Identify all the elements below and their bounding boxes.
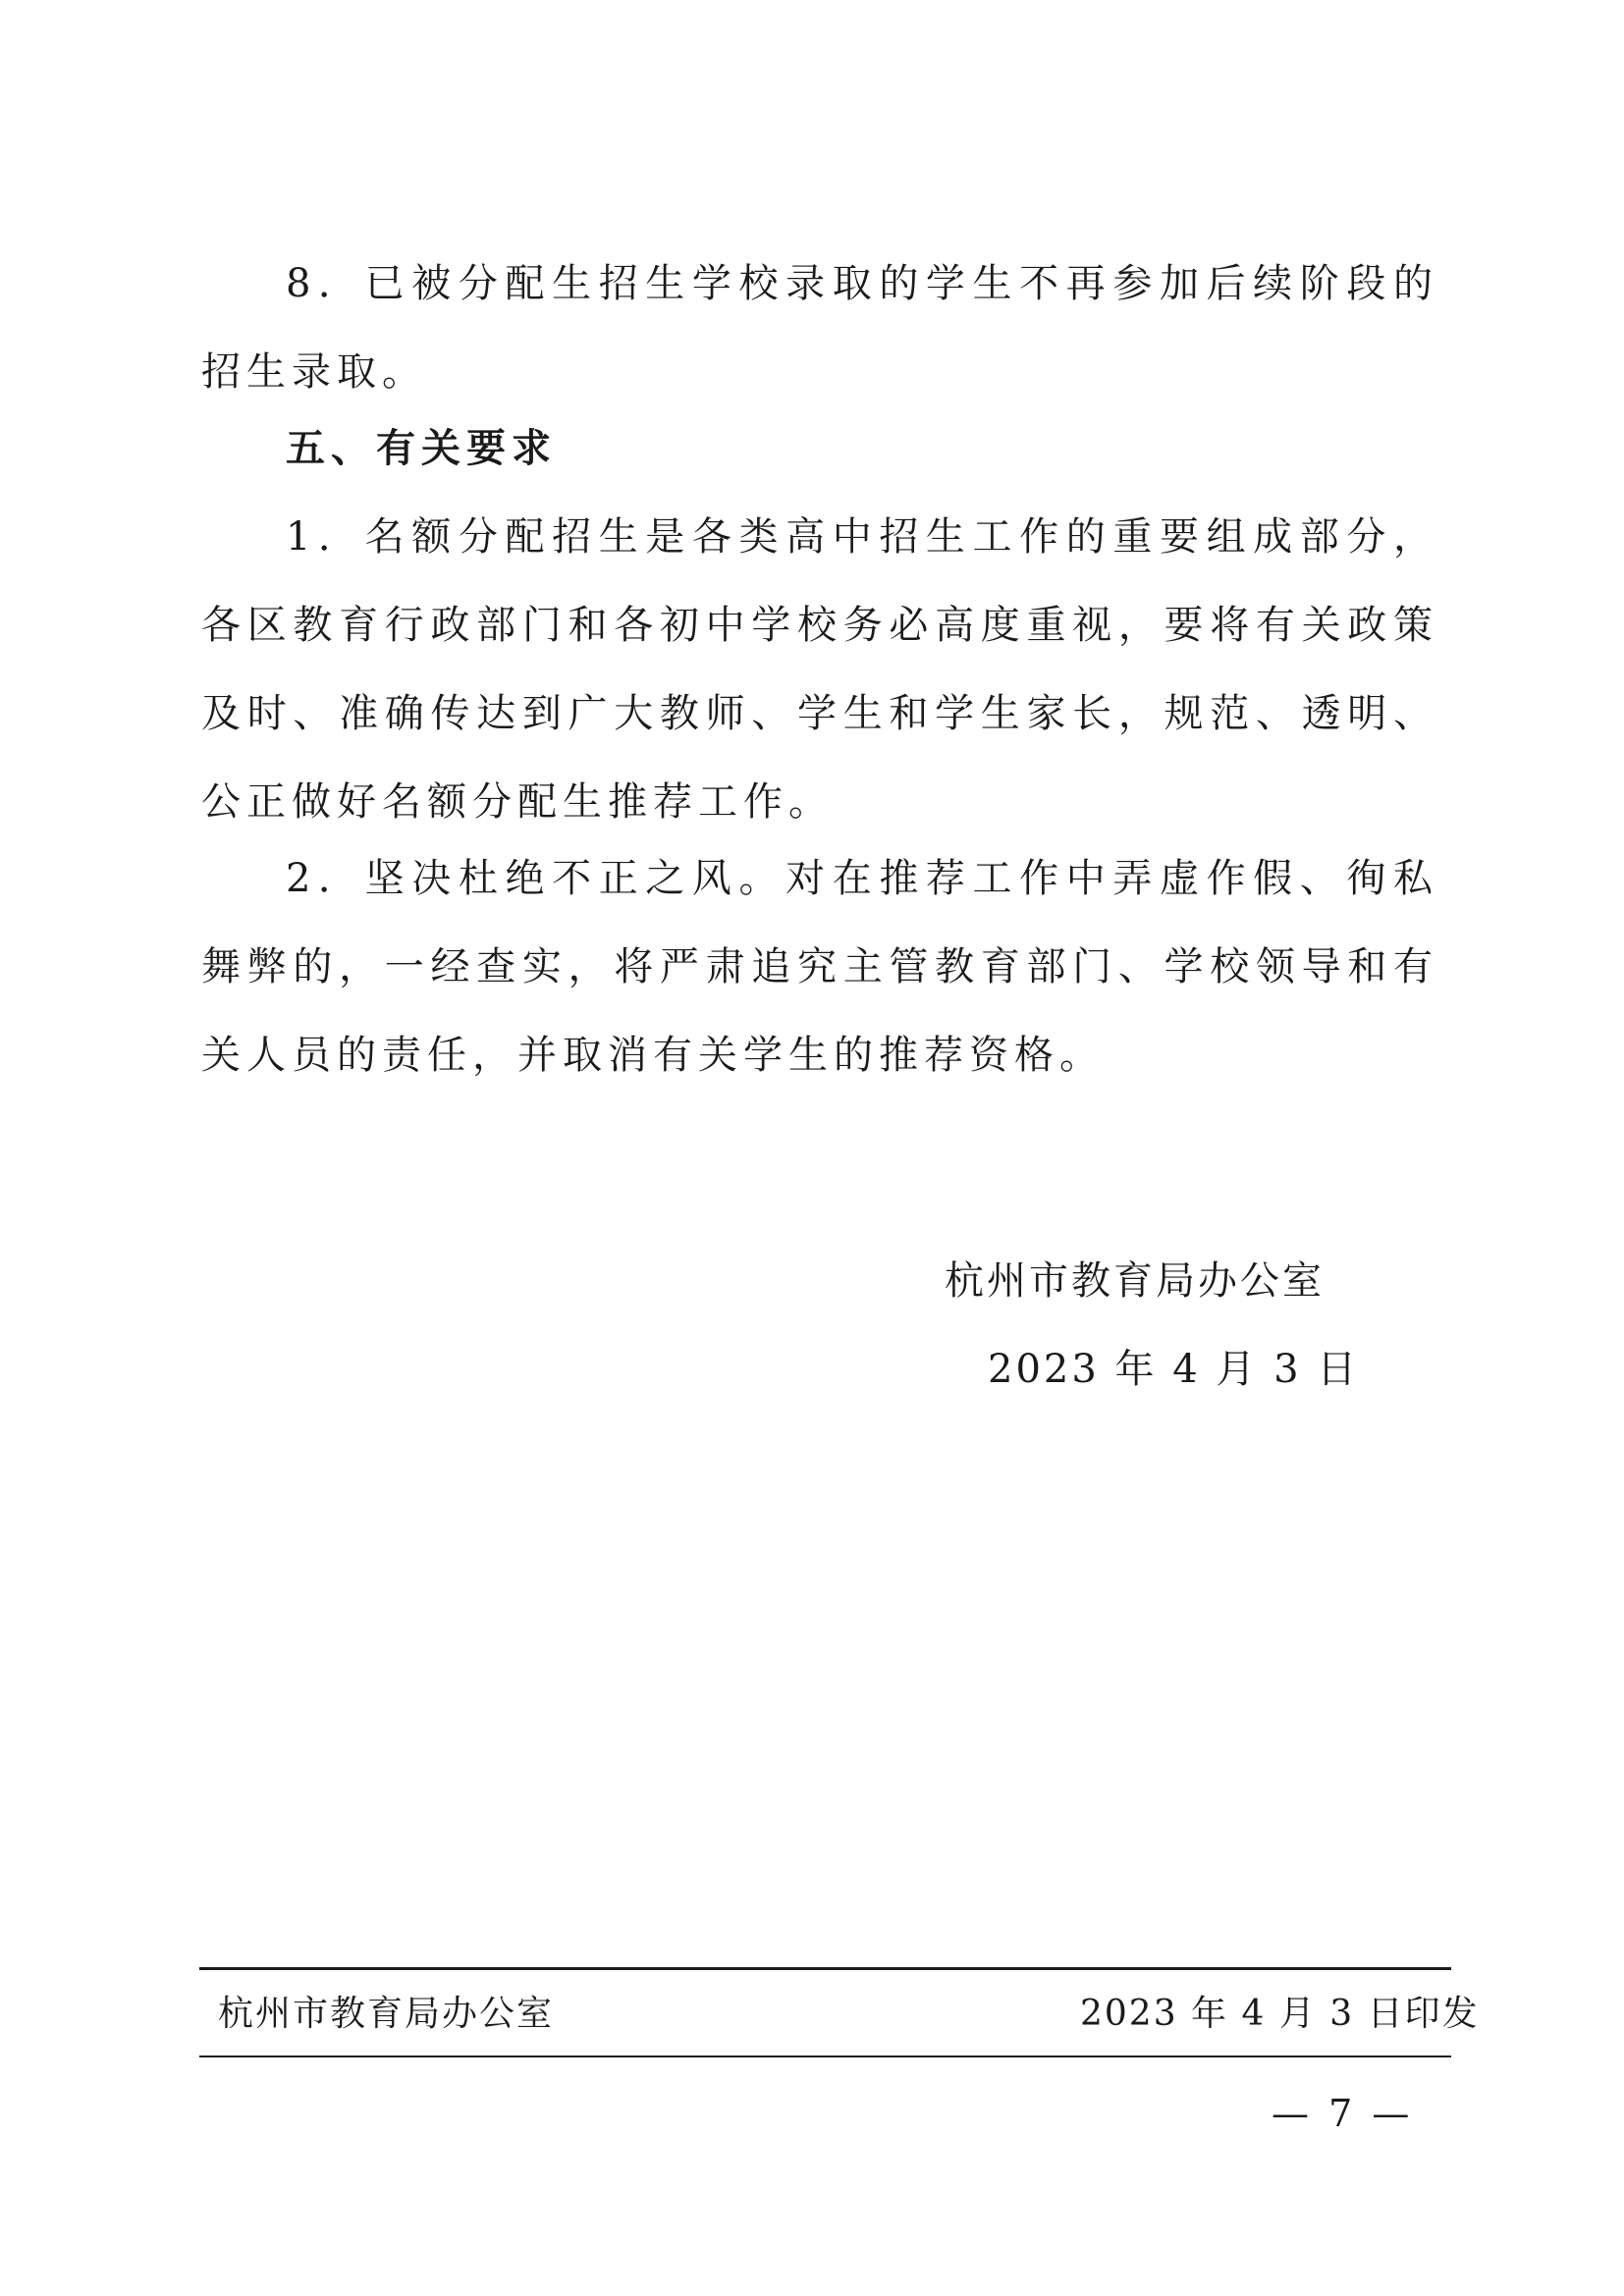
footer-issue-date: 2023 年 4 月 3 日印发 (1080, 1994, 1480, 2034)
footer-bottom-rule (199, 2056, 1451, 2057)
footer-top-rule (199, 1967, 1451, 1970)
signature-date: 2023 年 4 月 3 日 (988, 1347, 1360, 1392)
footer-issuer: 杭州市教育局办公室 (218, 1994, 555, 2034)
paragraph-requirement-2: 2．坚决杜绝不正之风。对在推荐工作中弄虚作假、徇私舞弊的，一经查实，将严肃追究主管教育部门、学校领导和有关人员的责任，并取消有关学生的推荐资格。 (201, 856, 1438, 1078)
signature-issuer: 杭州市教育局办公室 (945, 1258, 1325, 1304)
paragraph-requirement-1: 1．名额分配招生是各类高中招生工作的重要组成部分，各区教育行政部门和各初中学校务必高度重视，要将有关政策及时、准确传达到广大教师、学生和学生家长，规范、透明、公正做好名额分配生推荐工作。 (201, 514, 1438, 825)
paragraph-item-8: 8．已被分配生招生学校录取的学生不再参加后续阶段的招生录取。 (201, 261, 1438, 395)
section-heading: 五、有关要求 (286, 426, 557, 471)
page-number: — 7 — (1272, 2092, 1414, 2135)
